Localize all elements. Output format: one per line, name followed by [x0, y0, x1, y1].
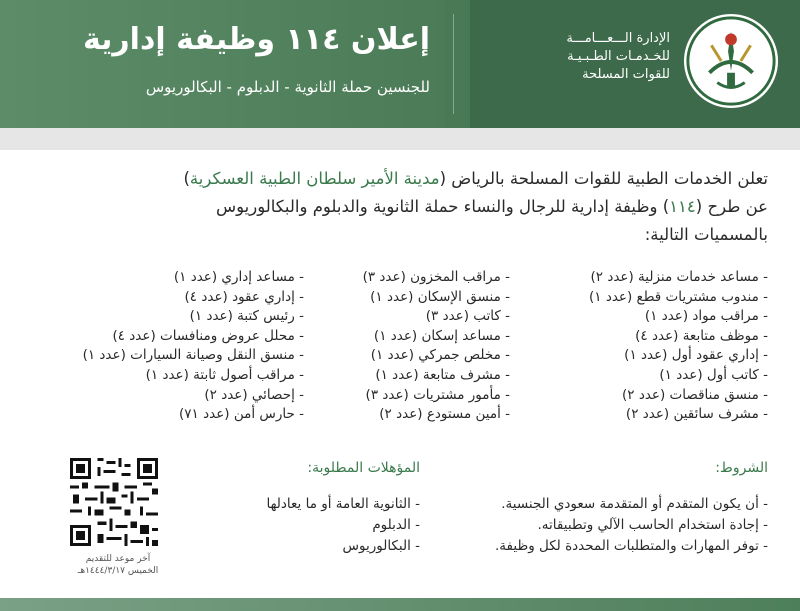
qualification-item: - البكالوريوس [342, 538, 420, 554]
footer-bar [0, 598, 800, 611]
positions-column-3 [83, 268, 304, 425]
position-item: - إداري عقود أول (عدد ١) [624, 347, 768, 364]
positions-column-2 [363, 268, 510, 425]
position-item: - منسق مناقصات (عدد ٢) [621, 386, 768, 403]
org-name-line1: الإدارة الـــعـــامـــة [566, 31, 670, 46]
intro-paragraph [28, 165, 768, 249]
position-item: - مشرف متابعة (عدد ١) [375, 366, 510, 383]
header-separator-band [0, 128, 800, 150]
position-item: - إحصائي (عدد ٢) [204, 386, 304, 403]
org-name-line3: للقوات المسلحة [582, 67, 670, 82]
intro-line-3: بالمسميات التالية: [644, 225, 768, 244]
position-item: - محلل عروض ومنافسات (عدد ٤) [112, 327, 304, 344]
deadline-date: الخميس ١٤٤٤/٣/١٧هـ [77, 566, 159, 576]
header-title-panel [0, 0, 445, 128]
announcement-title: إعلان ١١٤ وظيفة إدارية [82, 22, 430, 57]
position-item: - موظف متابعة (عدد ٤) [635, 327, 768, 344]
position-item: - كاتب أول (عدد ١) [659, 366, 768, 383]
qualifications-list [266, 494, 420, 557]
qualifications-title: المؤهلات المطلوبة: [307, 460, 420, 476]
positions-column-1 [589, 268, 768, 425]
position-item: - مندوب مشتريات قطع (عدد ١) [588, 288, 768, 305]
position-item: - مشرف سائقين (عدد ٢) [625, 406, 768, 423]
position-item: - منسق النقل وصيانة السيارات (عدد ١) [82, 347, 304, 364]
position-item: - مراقب المخزون (عدد ٣) [362, 269, 510, 285]
position-item: - مراقب مواد (عدد ١) [644, 308, 768, 325]
intro-line-2: عن طرح (١١٤) وظيفة إدارية للرجال والنساء حملة الثانوية والدبلوم والبكالوريوس [215, 197, 768, 216]
hospital-name: مدينة الأمير سلطان الطبية العسكرية [189, 169, 440, 188]
header-banner [0, 0, 800, 128]
position-item: - مخلص جمركي (عدد ١) [370, 347, 510, 364]
position-item: - مأمور مشتريات (عدد ٣) [365, 386, 510, 403]
qr-code-icon[interactable] [70, 458, 158, 546]
condition-item: - أن يكون المتقدم أو المتقدمة سعودي الجنسية. [501, 496, 768, 512]
position-item: - كاتب (عدد ٣) [425, 308, 510, 325]
deadline-label: آخر موعد للتقديم [85, 554, 151, 564]
position-item: - حارس أمن (عدد ٧١) [179, 406, 304, 423]
conditions-list [495, 494, 768, 557]
announcement-subtitle: للجنسين حملة الثانوية - الدبلوم - البكالوريوس [145, 78, 430, 96]
job-count: ١١٤ [669, 197, 696, 216]
position-item: - مساعد إداري (عدد ١) [173, 269, 304, 285]
condition-item: - توفر المهارات والمتطلبات المحددة لكل وظيفة. [495, 538, 768, 554]
position-item: - مساعد إسكان (عدد ١) [373, 327, 510, 344]
qualification-item: - الدبلوم [372, 517, 420, 533]
position-item: - مراقب أصول ثابتة (عدد ١) [145, 366, 304, 383]
position-item: - رئيس كتبة (عدد ١) [189, 308, 304, 325]
position-item: - منسق الإسكان (عدد ١) [370, 288, 510, 305]
medical-services-emblem-icon [682, 12, 780, 110]
condition-item: - إجادة استخدام الحاسب الآلي وتطبيقاته. [537, 517, 768, 533]
qualification-item: - الثانوية العامة أو ما يعادلها [266, 496, 420, 512]
conditions-title: الشروط: [715, 460, 768, 476]
position-item: - مساعد خدمات منزلية (عدد ٢) [590, 269, 768, 285]
position-item: - أمين مستودع (عدد ٢) [379, 406, 510, 423]
org-name-line2: للخـدمـات الطـبـيـة [567, 49, 670, 64]
header-divider [453, 14, 454, 114]
position-item: - إداري عقود (عدد ٤) [184, 288, 304, 305]
intro-line-1: تعلن الخدمات الطبية للقوات المسلحة بالرياض (مدينة الأمير سلطان الطبية العسكرية) [183, 169, 768, 188]
